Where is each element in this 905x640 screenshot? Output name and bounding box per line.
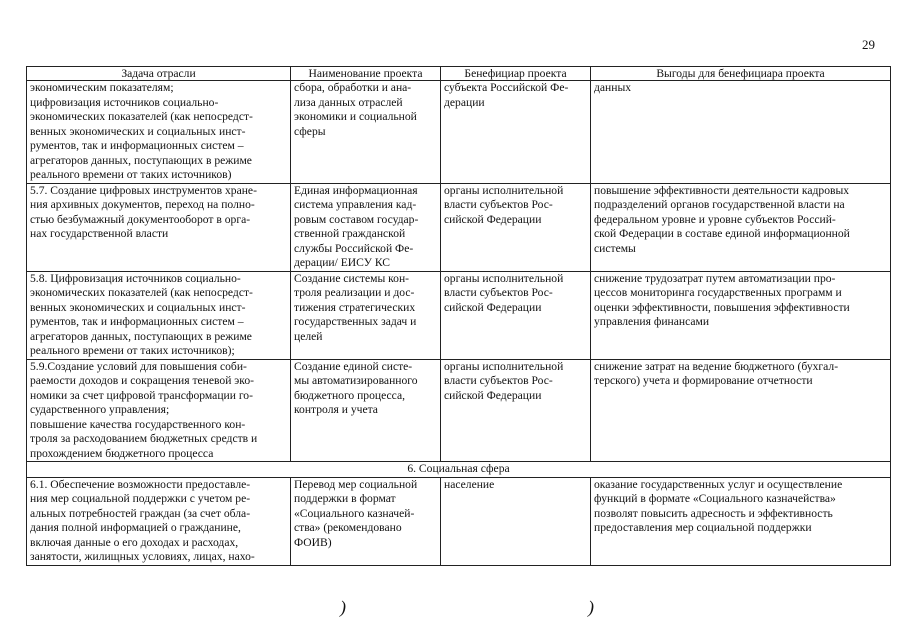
margin-mark-right: ) [588,597,594,617]
cell-beneficiary: органы исполнительной власти субъектов Рос- сийской Федерации [441,271,591,359]
cell-benefits: оказание государственных услуг и осуществление функций в формате «Социального казначейства» позволят повысить адресность и эффективность предоставления мер социальной поддержки [591,477,891,565]
cell-beneficiary: органы исполнительной власти субъектов Рос- сийской Федерации [441,183,591,271]
cell-beneficiary: органы исполнительной власти субъектов Рос- сийской Федерации [441,359,591,462]
header-project: Наименование проекта [291,67,441,81]
cell-task: 5.8. Цифровизация источников социально- экономических показателей (как непосредст- венных экономических и социальных инст- рументов, так и информационных систем – агрегаторов данных, поступающих в режиме реального времени от таких источников); [27,271,291,359]
projects-table [26,66,891,566]
table-row [27,271,891,359]
cell-beneficiary: субъекта Российской Фе- дерации [441,81,591,184]
section-title: 6. Социальная сфера [27,462,891,478]
section-header-row [27,462,891,478]
header-task: Задача отрасли [27,67,291,81]
cell-benefits: повышение эффективности деятельности кадровых подразделений органов государственной власти на федеральном уровне и уровне субъектов Россий- ской Федерации в составе единой информационной системы [591,183,891,271]
cell-task: 5.9.Создание условий для повышения соби- раемости доходов и сокращения теневой эко- номики за счет цифровой трансформации го- сударственного управления; повышение качества государственного кон- троля за расходованием бюджетных средств и прохождением бюджетного процесса [27,359,291,462]
cell-project: Создание системы кон- троля реализации и дос- тижения стратегических государственных задач и целей [291,271,441,359]
cell-beneficiary: население [441,477,591,565]
cell-task: экономическим показателям; цифровизация источников социально- экономических показателей (как непосредст- венных экономических и социальных инст- рументов, так и информационных систем – агрегаторов данных, поступающих в режиме реального времени от таких источников) [27,81,291,184]
cell-project: сбора, обработки и ана- лиза данных отраслей экономики и социальной сферы [291,81,441,184]
cell-project: Перевод мер социальной поддержки в формат «Социального казначей- ства» (рекомендовано ФОИВ) [291,477,441,565]
cell-benefits: снижение трудозатрат путем автоматизации про- цессов мониторинга государственных программ и оценки эффективности, повышения эффективности управления финансами [591,271,891,359]
header-beneficiary: Бенефициар проекта [441,67,591,81]
table-row [27,81,891,184]
table-header-row [27,67,891,81]
cell-benefits: данных [591,81,891,184]
cell-task: 6.1. Обеспечение возможности предоставле- ния мер социальной поддержки с учетом ре- альных потребностей граждан (за счет обла- дания полной информацией о гражданине, включая данные о его доходах и расходах, занятости, жилищных условиях, лицах, нахо- [27,477,291,565]
table-row [27,359,891,462]
table-row [27,477,891,565]
cell-project: Единая информационная система управления кад- ровым составом государ- ственной гражданской службы Российской Фе- дерации/ ЕИСУ КС [291,183,441,271]
cell-task: 5.7. Создание цифровых инструментов хране- ния архивных документов, переход на полно- стью безбумажный документооборот в орга- нах государственной власти [27,183,291,271]
margin-mark-left: ) [340,597,346,617]
header-benefits: Выгоды для бенефициара проекта [591,67,891,81]
cell-benefits: снижение затрат на ведение бюджетного (бухгал- терского) учета и формирование отчетности [591,359,891,462]
page-number: 29 [862,37,875,52]
table-row [27,183,891,271]
cell-project: Создание единой систе- мы автоматизированного бюджетного процесса, контроля и учета [291,359,441,462]
